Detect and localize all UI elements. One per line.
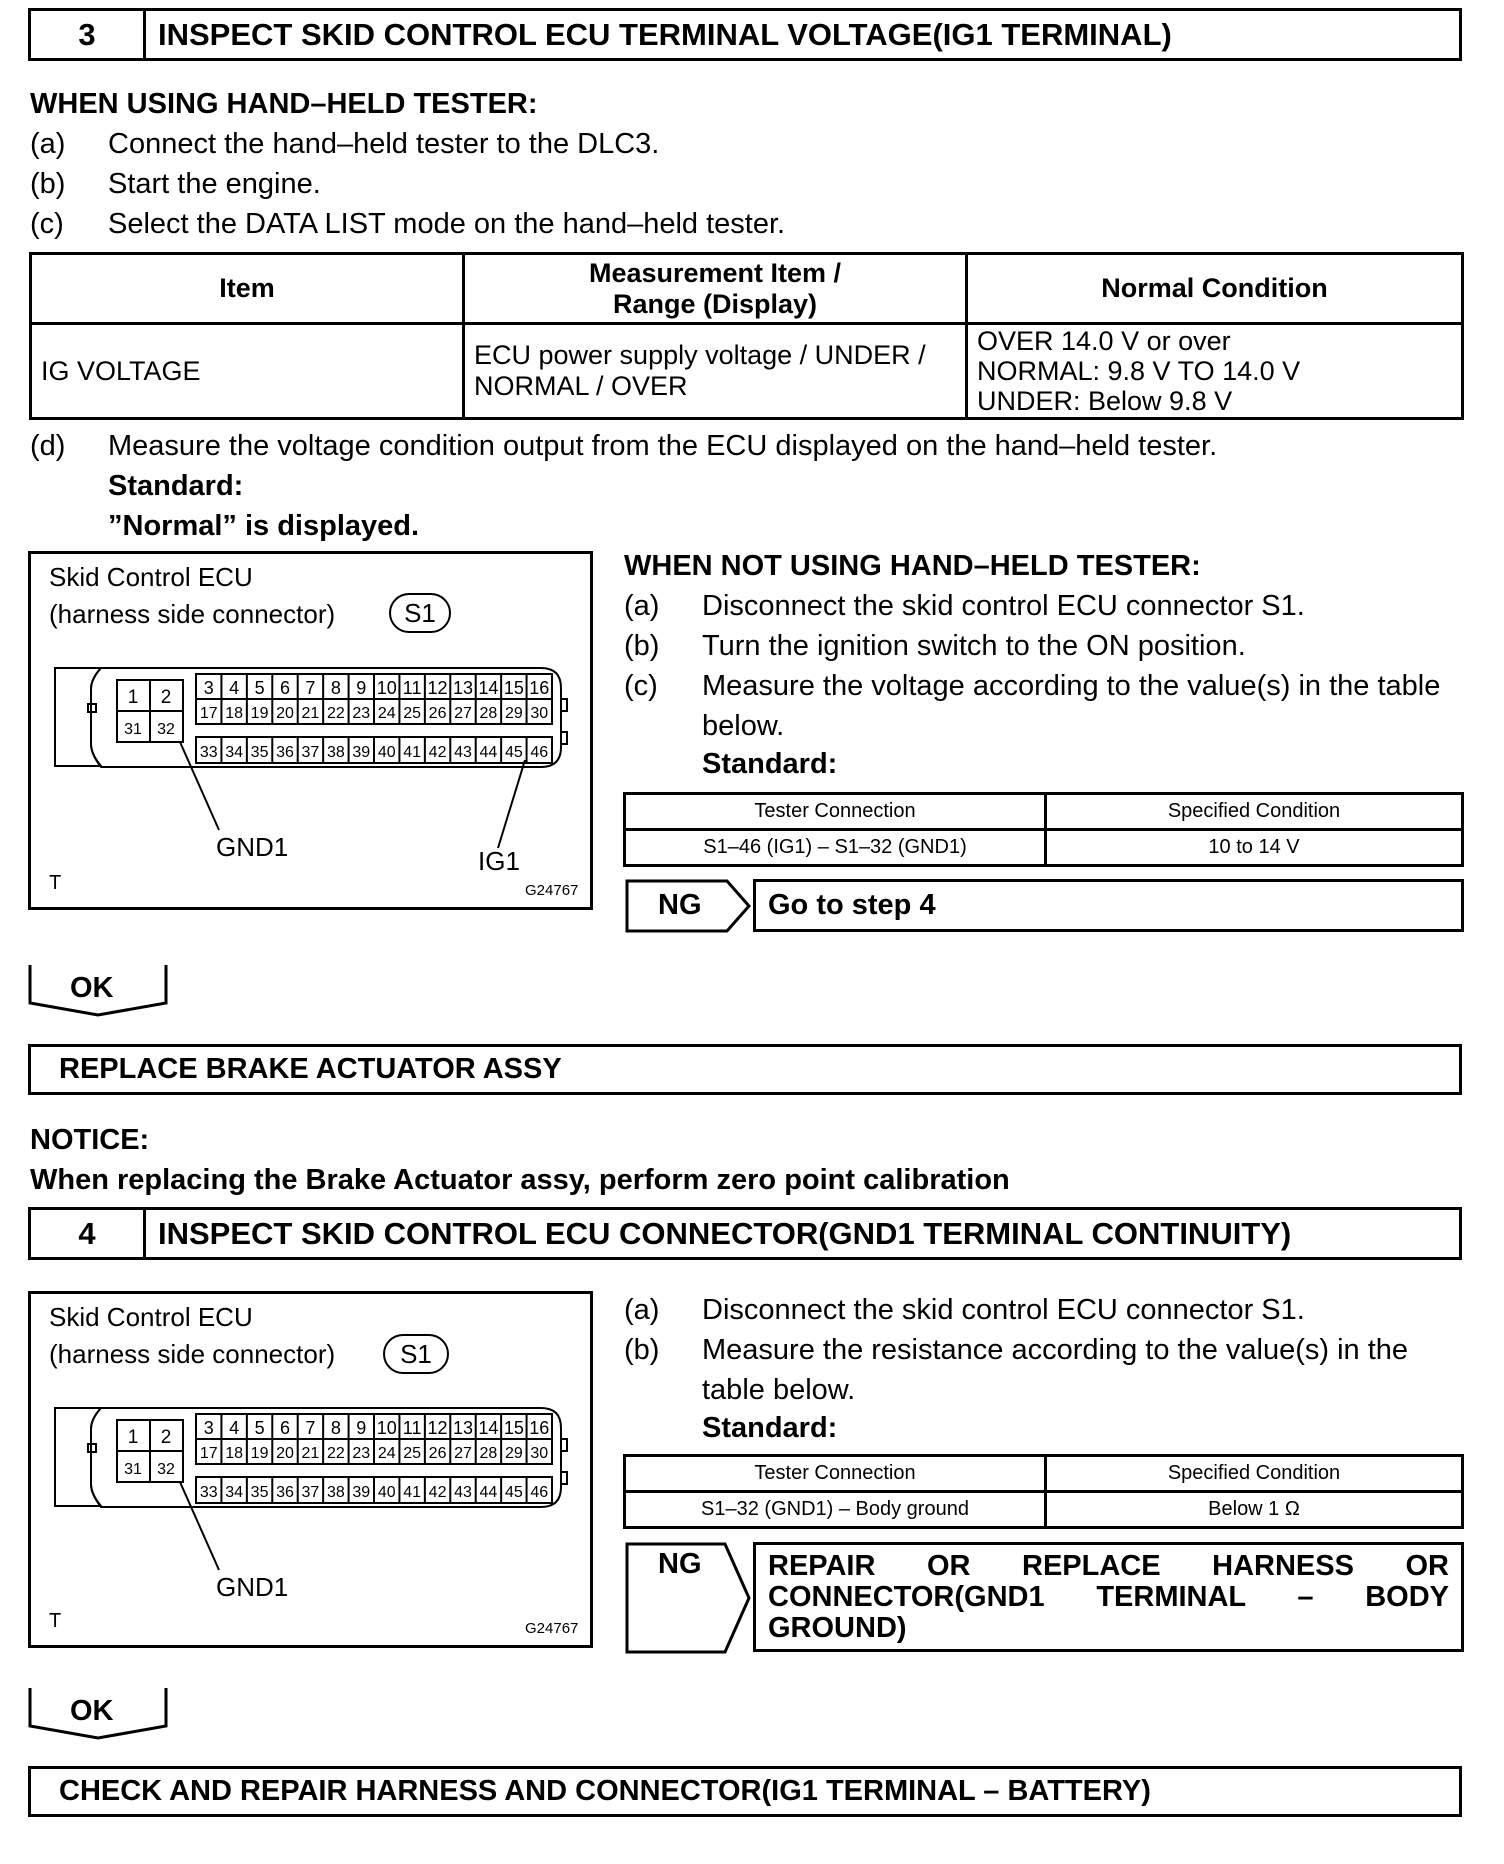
pin-31: 31: [124, 721, 142, 738]
th-normal: Normal Condition: [967, 254, 1463, 324]
final-action-box: CHECK AND REPAIR HARNESS AND CONNECTOR(IG1 TERMINAL – BATTERY): [28, 1766, 1462, 1817]
step-label: (b): [624, 1334, 660, 1366]
standard-label-4: Standard:: [702, 1412, 838, 1444]
pin-16: 16: [529, 1418, 550, 1438]
pin-1: 1: [127, 687, 139, 708]
spec-cell-connection: S1–46 (IG1) – S1–32 (GND1): [625, 830, 1046, 866]
data-list-table: [29, 252, 1464, 420]
pin-10: 10: [376, 1418, 397, 1438]
pin-17: 17: [199, 1445, 218, 1462]
ng-label-3: NG: [658, 889, 702, 921]
pin-34: 34: [225, 1484, 244, 1501]
pin-13: 13: [452, 678, 474, 698]
pin-32: 32: [157, 1461, 175, 1478]
step-text: Measure the resistance according to the value(s) in the: [702, 1334, 1409, 1366]
corner-letter: T: [49, 1610, 62, 1632]
pin-44: 44: [479, 744, 498, 761]
pin-37: 37: [301, 1484, 320, 1501]
pin-43: 43: [454, 744, 472, 761]
pin-24: 24: [377, 1445, 396, 1462]
ng-label-4: NG: [658, 1548, 702, 1580]
pin-21: 21: [301, 705, 320, 722]
cell-item: IG VOLTAGE: [31, 324, 464, 419]
pin-22: 22: [326, 1445, 345, 1462]
step-text: Measure the voltage condition output from the ECU displayed on the hand–held tester.: [108, 430, 1218, 462]
pin-32: 32: [157, 721, 175, 738]
spec-th-condition: Specified Condition: [1046, 794, 1463, 830]
pin-17: 17: [199, 705, 218, 722]
corner-letter: T: [49, 872, 62, 894]
gnd1-label: GND1: [216, 1572, 289, 1602]
figure-code: G24767: [525, 1620, 579, 1637]
pin-30: 30: [530, 705, 549, 722]
cell-normal-1: OVER 14.0 V or over: [977, 326, 1231, 356]
pin-38: 38: [326, 744, 345, 761]
pin-33: 33: [199, 744, 218, 761]
pin-36: 36: [276, 1484, 294, 1501]
step4-number: 4: [31, 1210, 146, 1257]
connector-diagram-2: [28, 1291, 593, 1648]
spec-table-3: [623, 792, 1464, 867]
th-measurement-2: Range (Display): [612, 288, 818, 319]
cell-normal-3: UNDER: Below 9.8 V: [977, 386, 1233, 416]
notice-text: When replacing the Brake Actuator assy, perform zero point calibration: [30, 1164, 1010, 1196]
pin-6: 6: [279, 1418, 291, 1438]
step-text: Connect the hand–held tester to the DLC3.: [108, 128, 660, 160]
pin-29: 29: [504, 705, 523, 722]
pin-30: 30: [530, 1445, 549, 1462]
connector-diagram-1: [28, 551, 593, 910]
step-text: Select the DATA LIST mode on the hand–held tester.: [108, 208, 786, 240]
pin-14: 14: [478, 678, 499, 698]
pin-11: 11: [402, 678, 422, 698]
pin-23: 23: [352, 705, 371, 722]
pin-18: 18: [225, 1445, 244, 1462]
cell-measurement: [464, 324, 967, 419]
cell-normal: [967, 324, 1463, 419]
step4-b: [624, 1334, 1464, 1367]
pin-6: 6: [279, 678, 291, 698]
step-text: Start the engine.: [108, 168, 321, 200]
pin-19: 19: [250, 1445, 269, 1462]
pin-27: 27: [454, 1445, 472, 1462]
step-label: (c): [30, 208, 64, 240]
spec-cell-condition: 10 to 14 V: [1046, 830, 1463, 866]
connector-id-badge: S1: [383, 1334, 449, 1374]
cell-measurement-1: ECU power supply voltage / UNDER /: [474, 340, 926, 370]
pin-39: 39: [352, 744, 371, 761]
pin-14: 14: [478, 1418, 499, 1438]
pin-20: 20: [276, 705, 294, 722]
pin-36: 36: [276, 744, 294, 761]
pin-34: 34: [225, 744, 244, 761]
pin-12: 12: [427, 1418, 448, 1438]
step4-title: INSPECT SKID CONTROL ECU CONNECTOR(GND1 TERMINAL CONTINUITY): [158, 1215, 1292, 1251]
th-measurement-1: Measurement Item /: [588, 257, 842, 288]
pin-41: 41: [403, 744, 422, 761]
pin-42: 42: [428, 1484, 447, 1501]
pin-42: 42: [428, 744, 447, 761]
pin-2: 2: [160, 1427, 172, 1448]
spec-cell-connection: S1–32 (GND1) – Body ground: [625, 1492, 1046, 1528]
pin-26: 26: [428, 1445, 447, 1462]
pin-18: 18: [225, 705, 244, 722]
pin-33: 33: [199, 1484, 218, 1501]
pin-31: 31: [124, 1461, 142, 1478]
step-label: (c): [624, 670, 658, 702]
ng-result-3: Go to step 4: [753, 879, 1464, 932]
step3-a: [30, 128, 1460, 161]
step4-b-cont: table below.: [702, 1374, 856, 1406]
pin-16: 16: [529, 678, 550, 698]
pin-15: 15: [503, 678, 524, 698]
pin-46: 46: [530, 744, 549, 761]
no-tester-b: [624, 630, 1464, 663]
diagram-title: Skid Control ECU: [49, 562, 253, 592]
pin-4: 4: [229, 1418, 240, 1438]
ok-label-4: OK: [70, 1695, 114, 1727]
cell-measurement-2: NORMAL / OVER: [474, 371, 688, 401]
cell-normal-2: NORMAL: 9.8 V TO 14.0 V: [977, 356, 1301, 386]
no-tester-c: [624, 670, 1464, 703]
pin-10: 10: [376, 678, 397, 698]
pin-11: 11: [402, 1418, 422, 1438]
pin-7: 7: [305, 678, 316, 698]
step3-d: [30, 430, 1460, 463]
pin-7: 7: [305, 1418, 316, 1438]
pin-12: 12: [427, 678, 448, 698]
pin-8: 8: [330, 1418, 341, 1438]
pin-13: 13: [452, 1418, 474, 1438]
pin-9: 9: [356, 678, 367, 698]
ok-label-3: OK: [70, 972, 114, 1004]
step3-title: INSPECT SKID CONTROL ECU TERMINAL VOLTAGE(IG1 TERMINAL): [158, 16, 1172, 52]
pin-25: 25: [403, 1445, 422, 1462]
step3-header: [28, 8, 1462, 61]
step4-a: [624, 1294, 1464, 1327]
gnd1-label: GND1: [216, 832, 289, 862]
pin-35: 35: [250, 744, 269, 761]
ng-result-4: [753, 1542, 1464, 1652]
pin-4: 4: [229, 678, 240, 698]
pin-3: 3: [203, 1418, 214, 1438]
step3-number: 3: [31, 11, 146, 58]
step-text: Measure the voltage according to the value(s) in the table: [702, 670, 1441, 702]
pin-5: 5: [254, 678, 265, 698]
pin-19: 19: [250, 705, 269, 722]
pin-40: 40: [377, 1484, 396, 1501]
step-label: (b): [30, 168, 66, 200]
pin-43: 43: [454, 1484, 472, 1501]
th-measurement: [464, 254, 967, 324]
spec-table-4: [623, 1454, 1464, 1529]
pin-25: 25: [403, 705, 422, 722]
pin-21: 21: [301, 1445, 320, 1462]
ng-result-4-line-3: GROUND): [768, 1612, 907, 1644]
pin-35: 35: [250, 1484, 269, 1501]
pin-8: 8: [330, 678, 341, 698]
pin-3: 3: [203, 678, 214, 698]
step-text: Turn the ignition switch to the ON position.: [702, 630, 1246, 662]
pin-29: 29: [504, 1445, 523, 1462]
diagram-title: Skid Control ECU: [49, 1302, 253, 1332]
pin-5: 5: [254, 1418, 265, 1438]
ng-result-4-line-2: CONNECTOR(GND1 TERMINAL – BODY: [768, 1581, 1449, 1613]
pin-37: 37: [301, 744, 320, 761]
ng-result-4-line-1: REPAIR OR REPLACE HARNESS OR: [768, 1550, 1449, 1582]
connector-id-badge: S1: [389, 593, 451, 633]
pin-45: 45: [504, 744, 523, 761]
pin-9: 9: [356, 1418, 367, 1438]
ig1-label: IG1: [478, 846, 520, 876]
step4-header: [28, 1207, 1462, 1260]
no-tester-a: [624, 590, 1464, 623]
pin-26: 26: [428, 705, 447, 722]
th-item: Item: [31, 254, 464, 324]
pin-23: 23: [352, 1445, 371, 1462]
pin-41: 41: [403, 1484, 422, 1501]
pin-20: 20: [276, 1445, 294, 1462]
step-label: (a): [624, 590, 660, 622]
spec-th-connection: Tester Connection: [625, 1456, 1046, 1492]
pin-28: 28: [479, 705, 498, 722]
pin-15: 15: [503, 1418, 524, 1438]
pin-2: 2: [160, 687, 172, 708]
pin-27: 27: [454, 705, 472, 722]
pin-45: 45: [504, 1484, 523, 1501]
figure-code: G24767: [525, 882, 579, 899]
step-label: (a): [30, 128, 66, 160]
diagram-subtitle: (harness side connector): [49, 1339, 336, 1369]
diagram-subtitle: (harness side connector): [49, 599, 336, 629]
connector-drawing: [31, 1294, 590, 1645]
step3-c: [30, 208, 1460, 241]
spec-cell-condition: Below 1 Ω: [1046, 1492, 1463, 1528]
pin-24: 24: [377, 705, 396, 722]
no-tester-c-cont: below.: [702, 710, 785, 742]
step-label: (a): [624, 1294, 660, 1326]
pin-1: 1: [127, 1427, 139, 1448]
step-text: Disconnect the skid control ECU connector S1.: [702, 590, 1305, 622]
step-text: Disconnect the skid control ECU connector S1.: [702, 1294, 1305, 1326]
notice-label: NOTICE:: [30, 1124, 150, 1156]
step-label: (d): [30, 430, 66, 462]
step3-b: [30, 168, 1460, 201]
spec-th-condition: Specified Condition: [1046, 1456, 1463, 1492]
spec-th-connection: Tester Connection: [625, 794, 1046, 830]
pin-22: 22: [326, 705, 345, 722]
standard-label: Standard:: [108, 470, 244, 502]
pin-40: 40: [377, 744, 396, 761]
no-tester-heading: WHEN NOT USING HAND–HELD TESTER:: [624, 550, 1201, 582]
pin-39: 39: [352, 1484, 371, 1501]
tester-heading: WHEN USING HAND–HELD TESTER:: [30, 88, 538, 120]
step-label: (b): [624, 630, 660, 662]
pin-44: 44: [479, 1484, 498, 1501]
standard-value: ”Normal” is displayed.: [108, 510, 420, 542]
pin-46: 46: [530, 1484, 549, 1501]
standard-label-2: Standard:: [702, 748, 838, 780]
pin-28: 28: [479, 1445, 498, 1462]
replace-actuator-box: REPLACE BRAKE ACTUATOR ASSY: [28, 1044, 1462, 1095]
pin-38: 38: [326, 1484, 345, 1501]
